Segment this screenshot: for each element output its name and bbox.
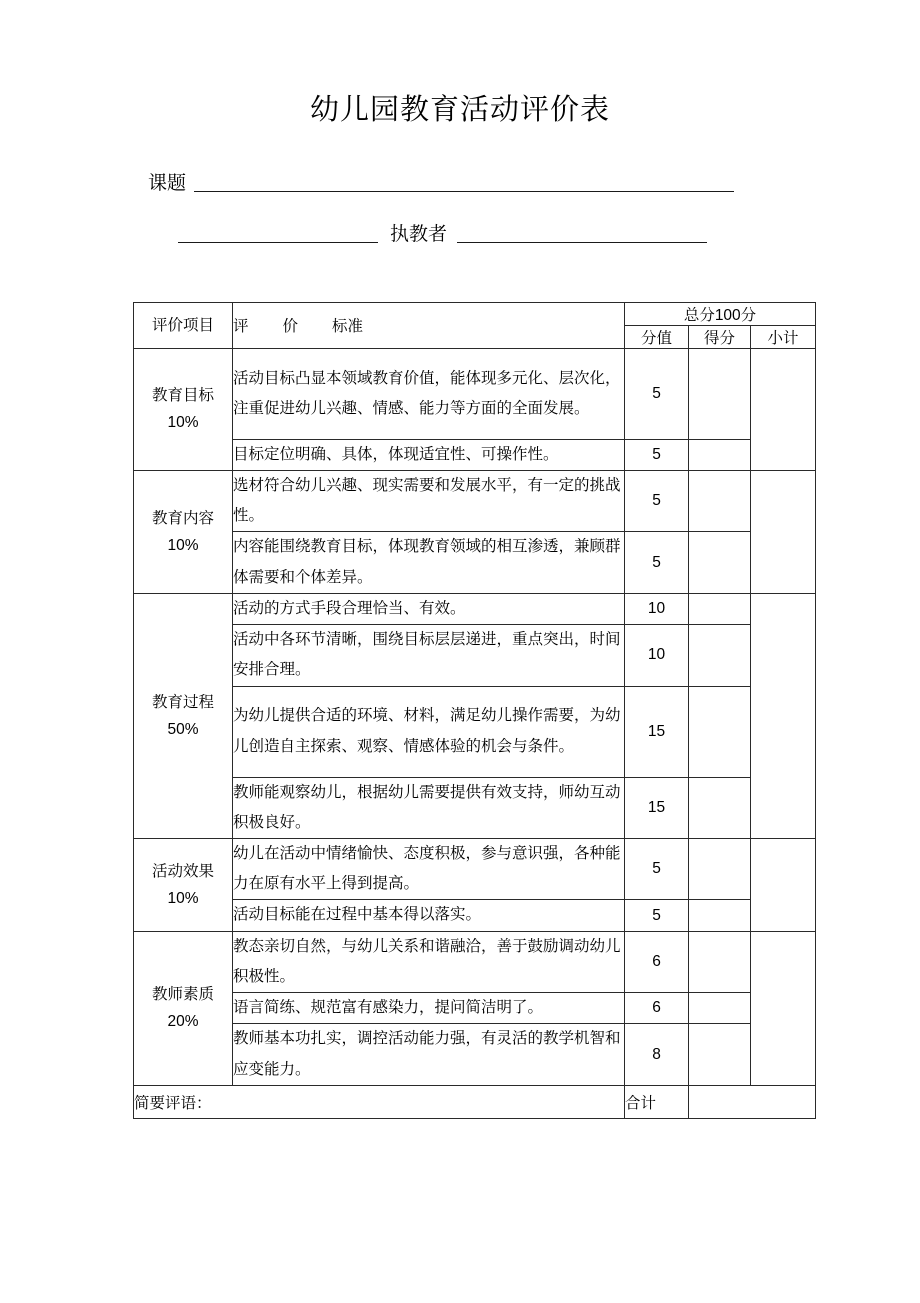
- table-row: [134, 838, 816, 899]
- teacher-field-row: [148, 225, 800, 246]
- item-weight: 10%: [167, 889, 199, 907]
- score-got-input[interactable]: [689, 931, 751, 992]
- table-row: [134, 1024, 816, 1085]
- score-value: 15: [625, 686, 689, 777]
- table-row: [134, 439, 816, 470]
- score-value: 5: [625, 532, 689, 593]
- score-subtotal-input[interactable]: [751, 931, 816, 1085]
- criteria-text: 活动的方式手段合理恰当、有效。: [233, 593, 625, 624]
- evaluation-item-1: [134, 348, 233, 470]
- score-got-input[interactable]: [689, 777, 751, 838]
- table-row: [134, 348, 816, 439]
- item-name: 教育内容: [151, 509, 214, 527]
- score-value: 10: [625, 625, 689, 686]
- table-row: [134, 532, 816, 593]
- item-weight: 10%: [167, 414, 199, 432]
- table-row: [134, 593, 816, 624]
- score-value: 10: [625, 593, 689, 624]
- evaluation-item-5: [134, 931, 233, 1085]
- score-got-input[interactable]: [689, 900, 751, 931]
- item-weight: 10%: [167, 536, 199, 554]
- table-row: [134, 625, 816, 686]
- header-criteria-column: [233, 302, 625, 348]
- table-row: [134, 471, 816, 532]
- criteria-text: 选材符合幼儿兴趣、现实需要和发展水平，有一定的挑战性。: [233, 471, 625, 532]
- criteria-text: 活动目标能在过程中基本得以落实。: [233, 900, 625, 931]
- evaluation-item-3: [134, 593, 233, 838]
- item-name: 活动效果: [151, 862, 214, 880]
- table-row: [134, 900, 816, 931]
- item-name: 教师素质: [151, 986, 214, 1004]
- total-value-input[interactable]: [689, 1085, 816, 1118]
- header-score-value: 分值: [625, 325, 689, 348]
- criteria-text: 内容能围绕教育目标，体现教育领域的相互渗透，兼顾群体需要和个体差异。: [233, 532, 625, 593]
- criteria-text: 活动目标凸显本领域教育价值，能体现多元化、层次化，注重促进幼儿兴趣、情感、能力等方面的全面发展。: [233, 348, 625, 439]
- criteria-text: 教师基本功扎实，调控活动能力强，有灵活的教学机智和应变能力。: [233, 1024, 625, 1085]
- score-subtotal-input[interactable]: [751, 838, 816, 931]
- header-item-column: 评价项目: [134, 302, 233, 348]
- score-subtotal-input[interactable]: [751, 348, 816, 470]
- table-row: [134, 686, 816, 777]
- brief-comment-field[interactable]: 简要评语：: [134, 1085, 625, 1118]
- criteria-text: 幼儿在活动中情绪愉快、态度积极，参与意识强，各种能力在原有水平上得到提高。: [233, 838, 625, 899]
- page-title: 幼儿园教育活动评价表: [309, 94, 610, 126]
- evaluation-item-2: [134, 471, 233, 594]
- evaluation-table: [133, 302, 816, 1119]
- item-weight: 20%: [167, 1013, 199, 1031]
- criteria-text: 为幼儿提供合适的环境、材料，满足幼儿操作需要，为幼儿创造自主探索、观察、情感体验的机会与条件。: [233, 686, 625, 777]
- score-got-input[interactable]: [689, 1024, 751, 1085]
- item-name: 教育目标: [151, 387, 214, 405]
- criteria-text: 语言简练、规范富有感染力，提问简洁明了。: [233, 993, 625, 1024]
- header-score-got: 得分: [689, 325, 751, 348]
- criteria-text: 教态亲切自然，与幼儿关系和谐融洽，善于鼓励调动幼儿积极性。: [233, 931, 625, 992]
- table-row: [134, 777, 816, 838]
- score-got-input[interactable]: [689, 686, 751, 777]
- score-subtotal-input[interactable]: [751, 471, 816, 594]
- teacher-input-line[interactable]: [457, 241, 707, 243]
- header-total-score: 总分100分: [625, 302, 816, 325]
- score-got-input[interactable]: [689, 625, 751, 686]
- topic-input-line[interactable]: [194, 190, 734, 192]
- score-got-input[interactable]: [689, 348, 751, 439]
- table-row: [134, 993, 816, 1024]
- table-footer-row: [134, 1085, 816, 1118]
- criteria-text: 教师能观察幼儿，根据幼儿需要提供有效支持，师幼互动积极良好。: [233, 777, 625, 838]
- topic-field-row: [148, 174, 800, 195]
- criteria-text: 目标定位明确、具体，体现适宜性、可操作性。: [233, 439, 625, 470]
- score-got-input[interactable]: [689, 993, 751, 1024]
- table-header-row: [134, 302, 816, 325]
- table-row: [134, 931, 816, 992]
- score-subtotal-input[interactable]: [751, 593, 816, 838]
- score-got-input[interactable]: [689, 838, 751, 899]
- score-got-input[interactable]: [689, 593, 751, 624]
- header-score-subtotal: 小计: [751, 325, 816, 348]
- teacher-label: 执教者: [390, 223, 448, 245]
- score-value: 5: [625, 900, 689, 931]
- topic-continuation-line[interactable]: [178, 241, 378, 243]
- score-value: 5: [625, 348, 689, 439]
- score-value: 15: [625, 777, 689, 838]
- score-value: 5: [625, 471, 689, 532]
- item-weight: 50%: [167, 720, 199, 738]
- score-value: 8: [625, 1024, 689, 1085]
- score-got-input[interactable]: [689, 532, 751, 593]
- evaluation-table-container: [0, 302, 920, 1119]
- topic-label: 课题: [148, 172, 187, 194]
- item-name: 教育过程: [151, 693, 214, 711]
- score-value: 5: [625, 838, 689, 899]
- criteria-text: 活动中各环节清晰，围绕目标层层递进，重点突出，时间安排合理。: [233, 625, 625, 686]
- score-value: 5: [625, 439, 689, 470]
- header-criteria-text: 评 价 标准: [233, 318, 364, 336]
- score-got-input[interactable]: [689, 439, 751, 470]
- score-got-input[interactable]: [689, 471, 751, 532]
- header-fill-in-fields: [0, 174, 920, 246]
- evaluation-item-4: [134, 838, 233, 931]
- score-value: 6: [625, 993, 689, 1024]
- score-value: 6: [625, 931, 689, 992]
- total-label: 合计: [625, 1085, 689, 1118]
